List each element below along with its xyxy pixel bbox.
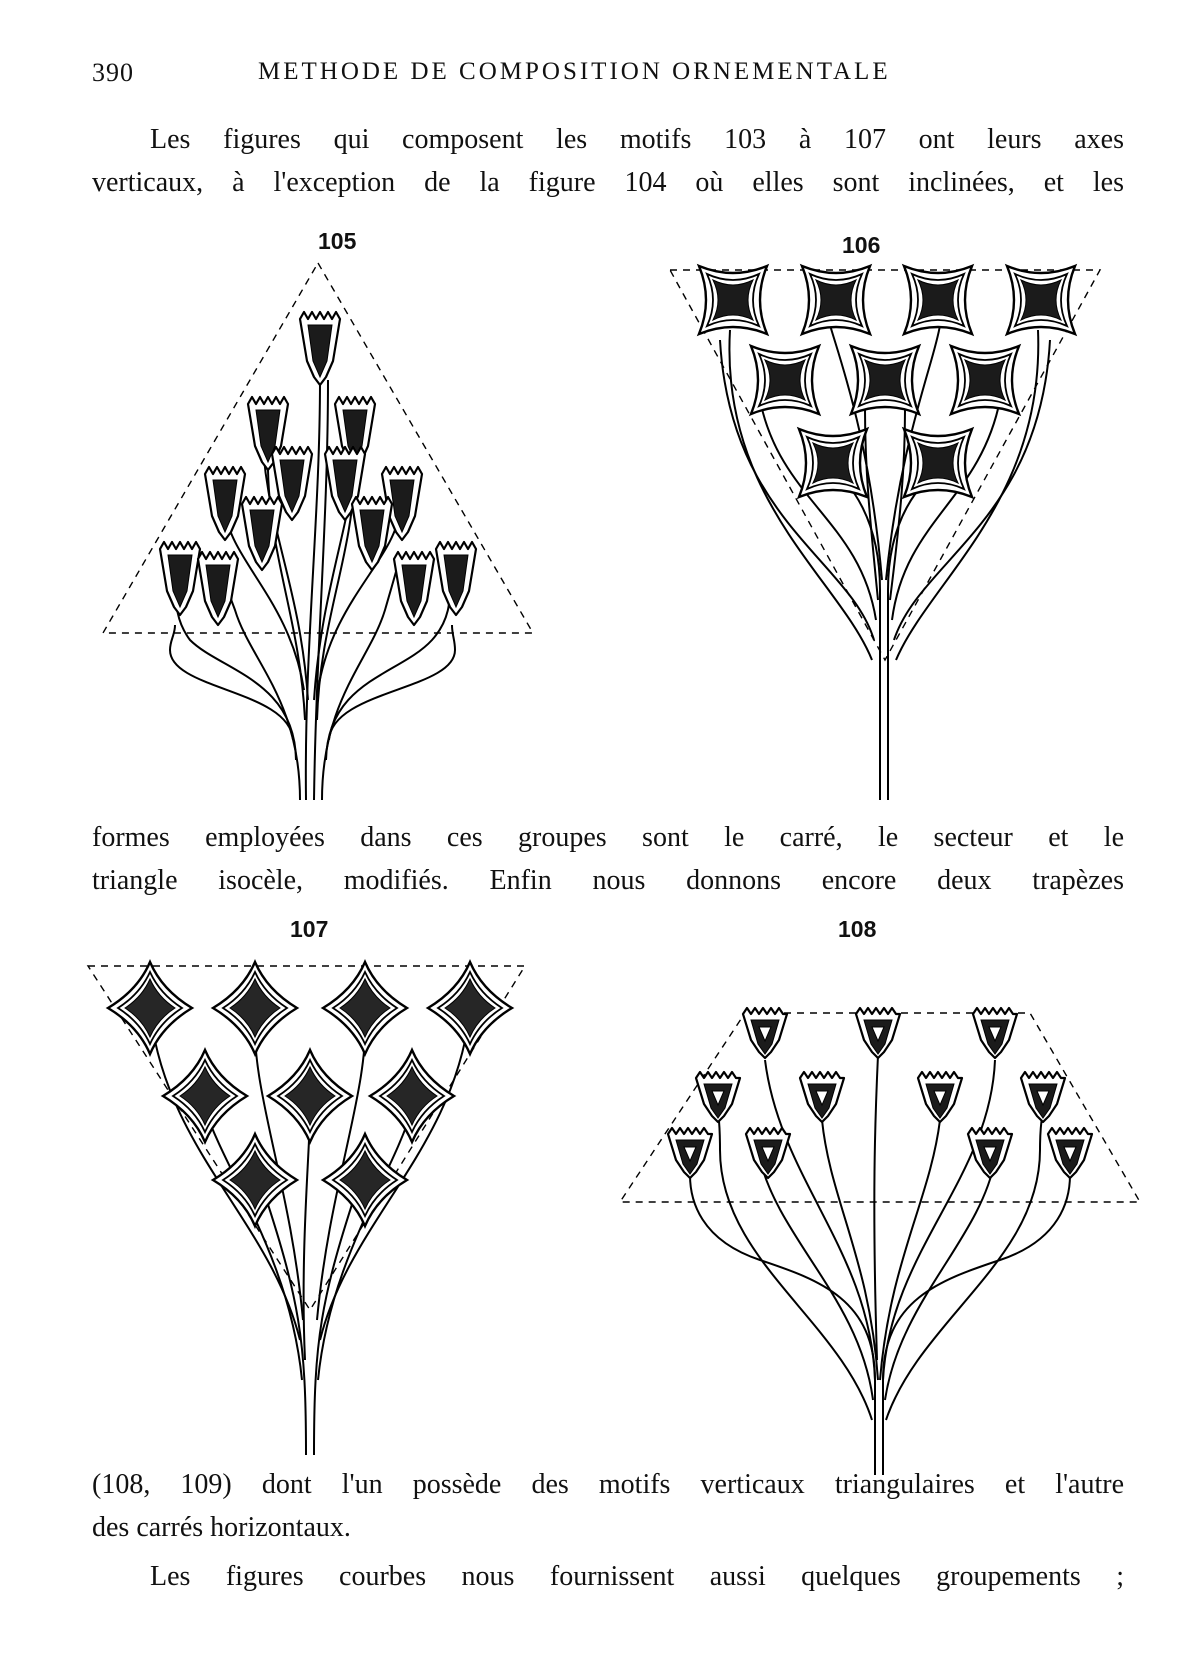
figure-105 [103,263,533,800]
figure-number-106: 106 [842,232,881,258]
paragraph-line: formes employées dans ces groupes sont le carré, le secteur et le [92,822,1124,853]
paragraph-line: Les figures courbes nous fournissent aussi quelques groupements ; [150,1561,1124,1592]
figure-108 [620,1008,1140,1475]
figure-107 [88,962,525,1455]
page-number: 390 [92,58,134,87]
figure-106 [670,266,1100,800]
paragraph-line: Les figures qui composent les motifs 103 à 107 ont leurs axes [150,124,1124,155]
running-title: METHODE DE COMPOSITION ORNEMENTALE [258,58,891,85]
paragraph-line: des carrés horizontaux. [92,1512,351,1543]
paragraph-line: triangle isocèle, modifiés. Enfin nous donnons encore deux trapèzes [92,865,1124,896]
paragraph-line: (108, 109) dont l'un possède des motifs verticaux triangulaires et l'autre [92,1469,1124,1500]
figure-number-107: 107 [290,916,329,942]
paragraph-line: verticaux, à l'exception de la figure 104 où elles sont inclinées, et les [92,167,1124,198]
figure-number-105: 105 [318,228,357,254]
figure-number-108: 108 [838,916,877,942]
